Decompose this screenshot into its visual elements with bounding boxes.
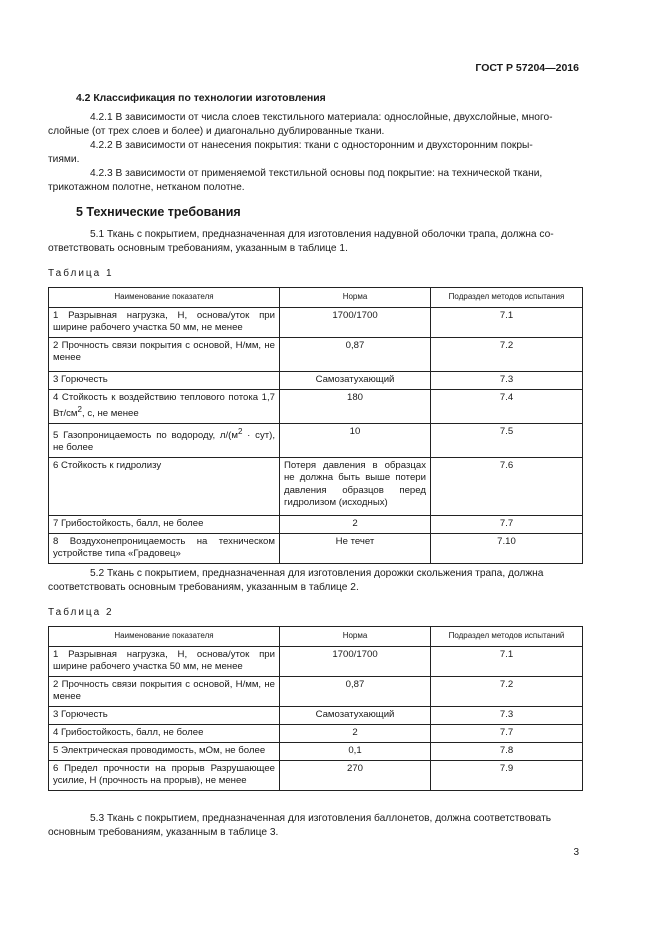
col-header-norm: Норма [280, 627, 431, 647]
cell-method: 7.8 [431, 742, 583, 760]
p52-l2: соответствовать основным требованиям, указанным в таблице 2. [48, 582, 359, 593]
table-row [49, 337, 583, 371]
p53-l1: 5.3 Ткань с покрытием, предназначенная для изготовления баллонетов, должна соответствовать [90, 813, 552, 824]
table-row [49, 724, 583, 742]
cell-method: 7.6 [431, 457, 583, 515]
cell-norm: 1700/1700 [280, 307, 431, 337]
table-row [49, 760, 583, 790]
cell-norm: 270 [280, 760, 431, 790]
p423-l1: 4.2.3 В зависимости от применяемой текстильной основы под покрытие: на технической ткани, [90, 168, 543, 179]
cell-name: 5 Электрическая проводимость, мОм, не более [49, 742, 280, 760]
cell-name: 1 Разрывная нагрузка, Н, основа/уток при ширине рабочего участка 50 мм, не менее [49, 646, 280, 676]
cell-name: 7 Грибостойкость, балл, не более [49, 515, 280, 533]
table-row [49, 371, 583, 389]
cell-norm: Не течет [280, 533, 431, 563]
cell-norm: 2 [280, 724, 431, 742]
cell-method: 7.5 [431, 423, 583, 457]
table-1 [48, 287, 583, 564]
cell-name: 6 Предел прочности на прорыв Разрушающее усилие, Н (прочность на прорыв), не менее [49, 760, 280, 790]
table-row [49, 646, 583, 676]
col-header-method: Подраздел методов испытания [431, 288, 583, 308]
table-row [49, 307, 583, 337]
cell-norm: 0,87 [280, 337, 431, 371]
p421-l1: 4.2.1 В зависимости от числа слоев текстильного материала: однослойные, двухслойные, много- [90, 112, 553, 123]
cell-method: 7.7 [431, 724, 583, 742]
cell-name: 3 Горючесть [49, 371, 280, 389]
p51-l2: ответствовать основным требованиям, указанным в таблице 1. [48, 243, 348, 254]
cell-norm: Потеря давления в образцах не должна быть выше потери давления образцов перед гидролизом (исходных) [280, 457, 431, 515]
table-row [49, 742, 583, 760]
page-number: 3 [573, 847, 579, 858]
cell-norm: 0,87 [280, 676, 431, 706]
col-header-norm: Норма [280, 288, 431, 308]
cell-name: 8 Воздухонепроницаемость на техническом устройстве типа «Градовец» [49, 533, 280, 563]
cell-name: 3 Горючесть [49, 706, 280, 724]
cell-norm: 1700/1700 [280, 646, 431, 676]
cell-name [49, 423, 280, 457]
table-row [49, 515, 583, 533]
cell-name: 2 Прочность связи покрытия с основой, Н/мм, не менее [49, 676, 280, 706]
p423-l2: трикотажном полотне, нетканом полотне. [48, 182, 245, 193]
cell-norm: Самозатухающий [280, 371, 431, 389]
cell-name-text: 4 Стойкость к воздействию теплового потока 1,7 Вт/см [53, 391, 275, 420]
cell-norm: 0,1 [280, 742, 431, 760]
table-row [49, 389, 583, 423]
cell-norm: Самозатухающий [280, 706, 431, 724]
cell-method: 7.3 [431, 706, 583, 724]
col-header-name: Наименование показателя [49, 627, 280, 647]
table-row [49, 676, 583, 706]
cell-name: 4 Грибостойкость, балл, не более [49, 724, 280, 742]
cell-name: 6 Стойкость к гидролизу [49, 457, 280, 515]
table-2-caption: Таблица 2 [48, 607, 114, 618]
table-header-row [49, 288, 583, 308]
cell-name-text: , с, не менее [82, 408, 139, 420]
p52-l1: 5.2 Ткань с покрытием, предназначенная для изготовления дорожки скольжения трапа, должна [90, 568, 544, 579]
table-row [49, 533, 583, 563]
cell-method: 7.9 [431, 760, 583, 790]
table-row [49, 423, 583, 457]
cell-name: 1 Разрывная нагрузка, Н, основа/уток при ширине рабочего участка 50 мм, не менее [49, 307, 280, 337]
cell-norm: 180 [280, 389, 431, 423]
cell-method: 7.10 [431, 533, 583, 563]
cell-method: 7.1 [431, 307, 583, 337]
cell-method: 7.3 [431, 371, 583, 389]
table-2 [48, 626, 583, 791]
cell-method: 7.2 [431, 337, 583, 371]
cell-method: 7.7 [431, 515, 583, 533]
p422-l1: 4.2.2 В зависимости от нанесения покрытия: ткани с односторонним и двухсторонним покры- [90, 140, 533, 151]
cell-name-text: · сут), не более [53, 429, 275, 454]
superscript: 2 [77, 405, 82, 414]
superscript: 2 [237, 426, 243, 436]
cell-name [49, 389, 280, 423]
table-header-row [49, 627, 583, 647]
col-header-name: Наименование показателя [49, 288, 280, 308]
cell-name-text: 5 Газопроницаемость по водороду, л/(м [53, 429, 238, 441]
table-1-caption: Таблица 1 [48, 268, 114, 279]
p421-l2: слойные (от трех слоев и более) и диагонально дублированные ткани. [48, 126, 385, 137]
table-row [49, 706, 583, 724]
document-id: ГОСТ Р 57204—2016 [475, 62, 579, 74]
p53-l2: основным требованиям, указанным в таблице 3. [48, 827, 279, 838]
table-row [49, 457, 583, 515]
p51-l1: 5.1 Ткань с покрытием, предназначенная для изготовления надувной оболочки трапа, должна со- [90, 229, 554, 240]
cell-norm: 2 [280, 515, 431, 533]
col-header-method: Подраздел методов испытаний [431, 627, 583, 647]
cell-method: 7.2 [431, 676, 583, 706]
p422-l2: тиями. [48, 154, 80, 165]
cell-method: 7.4 [431, 389, 583, 423]
cell-name: 2 Прочность связи покрытия с основой, Н/мм, не менее [49, 337, 280, 371]
cell-method: 7.1 [431, 646, 583, 676]
cell-norm: 10 [280, 423, 431, 457]
section-4-2-title: 4.2 Классификация по технологии изготовления [76, 93, 326, 104]
section-5-title: 5 Технические требования [76, 205, 241, 219]
